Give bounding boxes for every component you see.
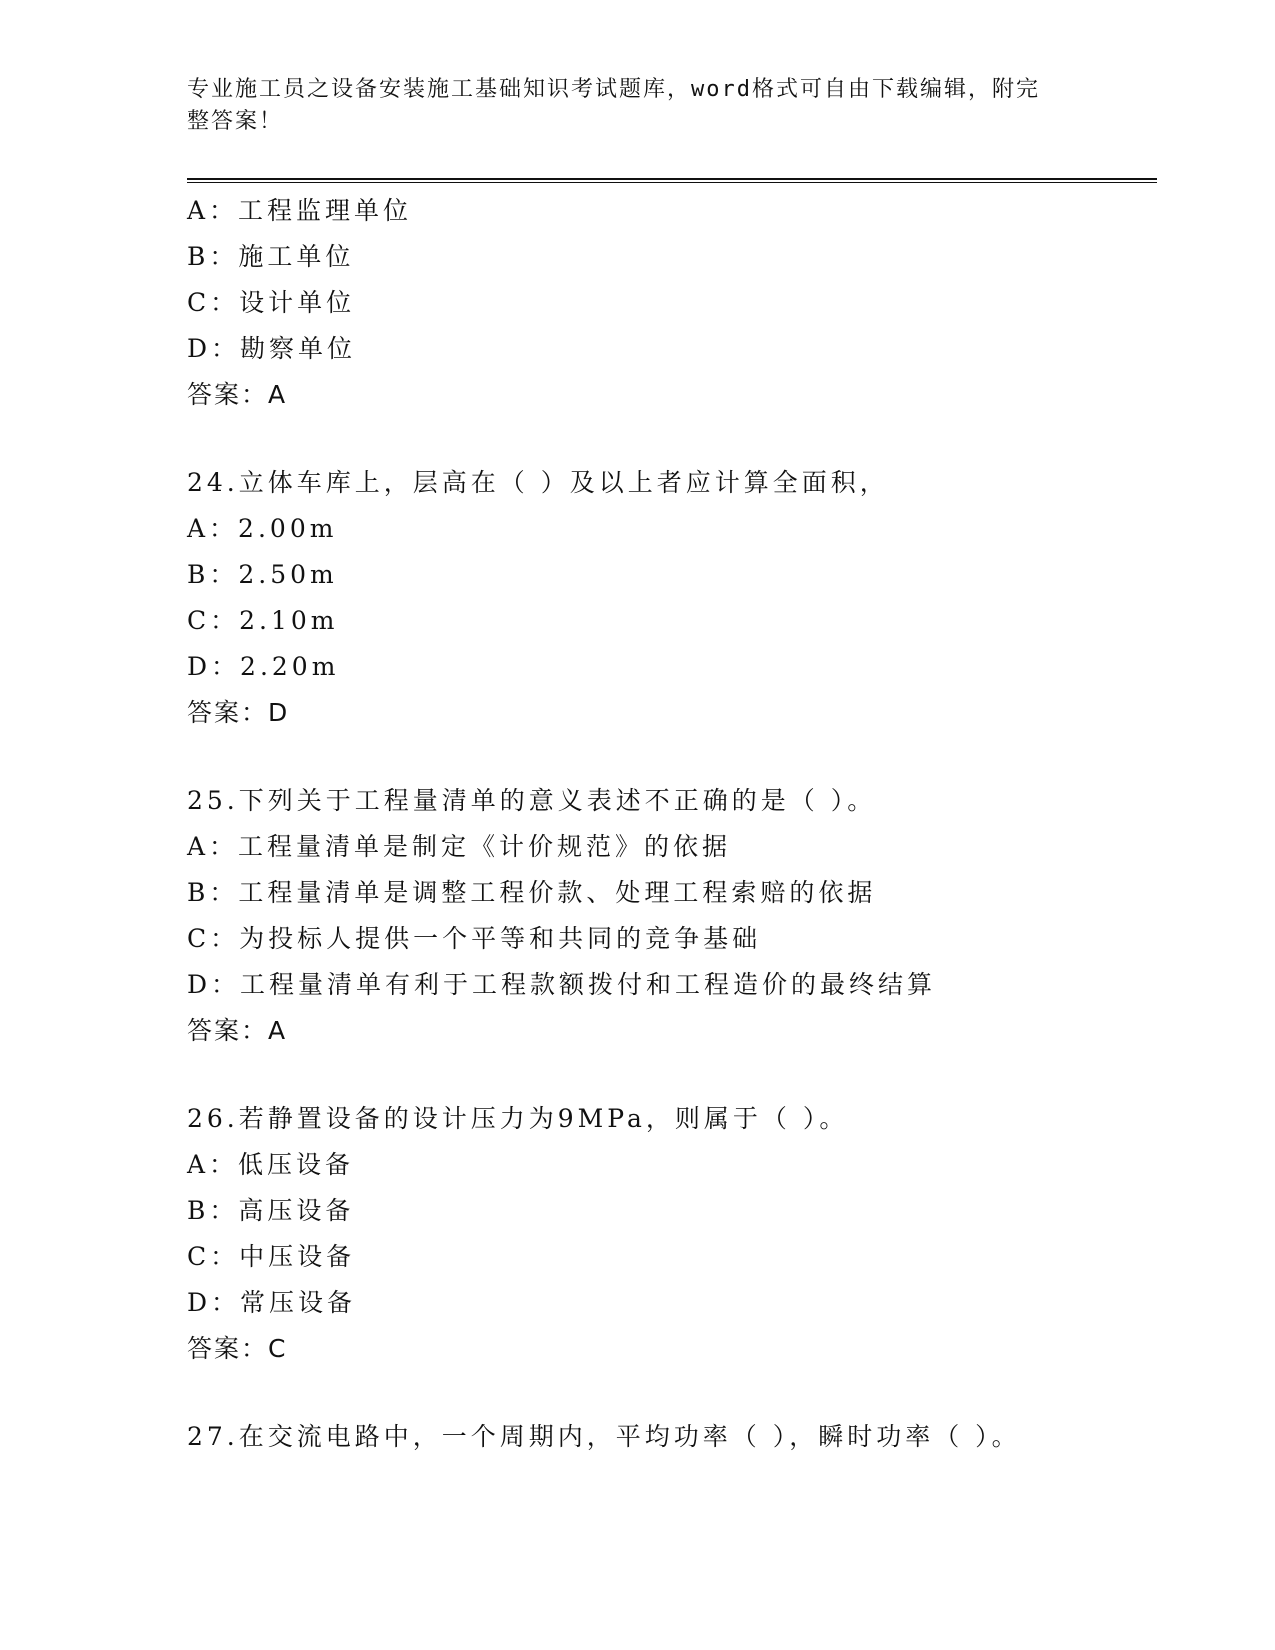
- option-d: D：常压设备: [187, 1288, 357, 1317]
- question-23: [187, 188, 1157, 418]
- option-b: B：2.50m: [187, 560, 338, 589]
- option-d: D：2.20m: [187, 652, 340, 681]
- option-b: B：工程量清单是调整工程价款、处理工程索赔的依据: [187, 878, 877, 907]
- option-a: A：2.00m: [187, 514, 338, 543]
- question-stem: 26.若静置设备的设计压力为9MPa，则属于（ ）。: [187, 1104, 849, 1133]
- option-d: D：勘察单位: [187, 334, 357, 363]
- option-c: C：为投标人提供一个平等和共同的竞争基础: [187, 924, 762, 953]
- header-line-1: 专业施工员之设备安装施工基础知识考试题库，word格式可自由下载编辑，附完: [187, 77, 1040, 102]
- option-d: D：工程量清单有利于工程款额拨付和工程造价的最终结算: [187, 970, 937, 999]
- document-header: [187, 74, 1067, 138]
- question-list: [187, 188, 1157, 1460]
- question-stem: 25.下列关于工程量清单的意义表述不正确的是（ ）。: [187, 786, 877, 815]
- header-divider: [187, 178, 1157, 183]
- question-24: [187, 460, 1157, 736]
- option-b: B：高压设备: [187, 1196, 355, 1225]
- question-spacer: [187, 1372, 1157, 1414]
- question-stem: 24.立体车库上，层高在（ ）及以上者应计算全面积，: [187, 468, 889, 497]
- option-c: C：设计单位: [187, 288, 356, 317]
- question-spacer: [187, 736, 1157, 778]
- option-c: C：2.10m: [187, 606, 339, 635]
- option-c: C：中压设备: [187, 1242, 356, 1271]
- question-25: [187, 778, 1157, 1054]
- question-stem: 27.在交流电路中，一个周期内，平均功率（ ），瞬时功率（ ）。: [187, 1422, 1021, 1451]
- option-b: B：施工单位: [187, 242, 355, 271]
- option-a: A：工程监理单位: [187, 196, 413, 225]
- answer-line: 答案：A: [187, 1016, 288, 1045]
- answer-line: 答案：C: [187, 1334, 288, 1363]
- answer-line: 答案：D: [187, 698, 290, 727]
- question-26: [187, 1096, 1157, 1372]
- option-a: A：低压设备: [187, 1150, 355, 1179]
- question-spacer: [187, 1054, 1157, 1096]
- option-a: A：工程量清单是制定《计价规范》的依据: [187, 832, 732, 861]
- question-27: [187, 1414, 1157, 1460]
- answer-line: 答案：A: [187, 380, 288, 409]
- header-line-2: 整答案！: [187, 109, 284, 134]
- question-spacer: [187, 418, 1157, 460]
